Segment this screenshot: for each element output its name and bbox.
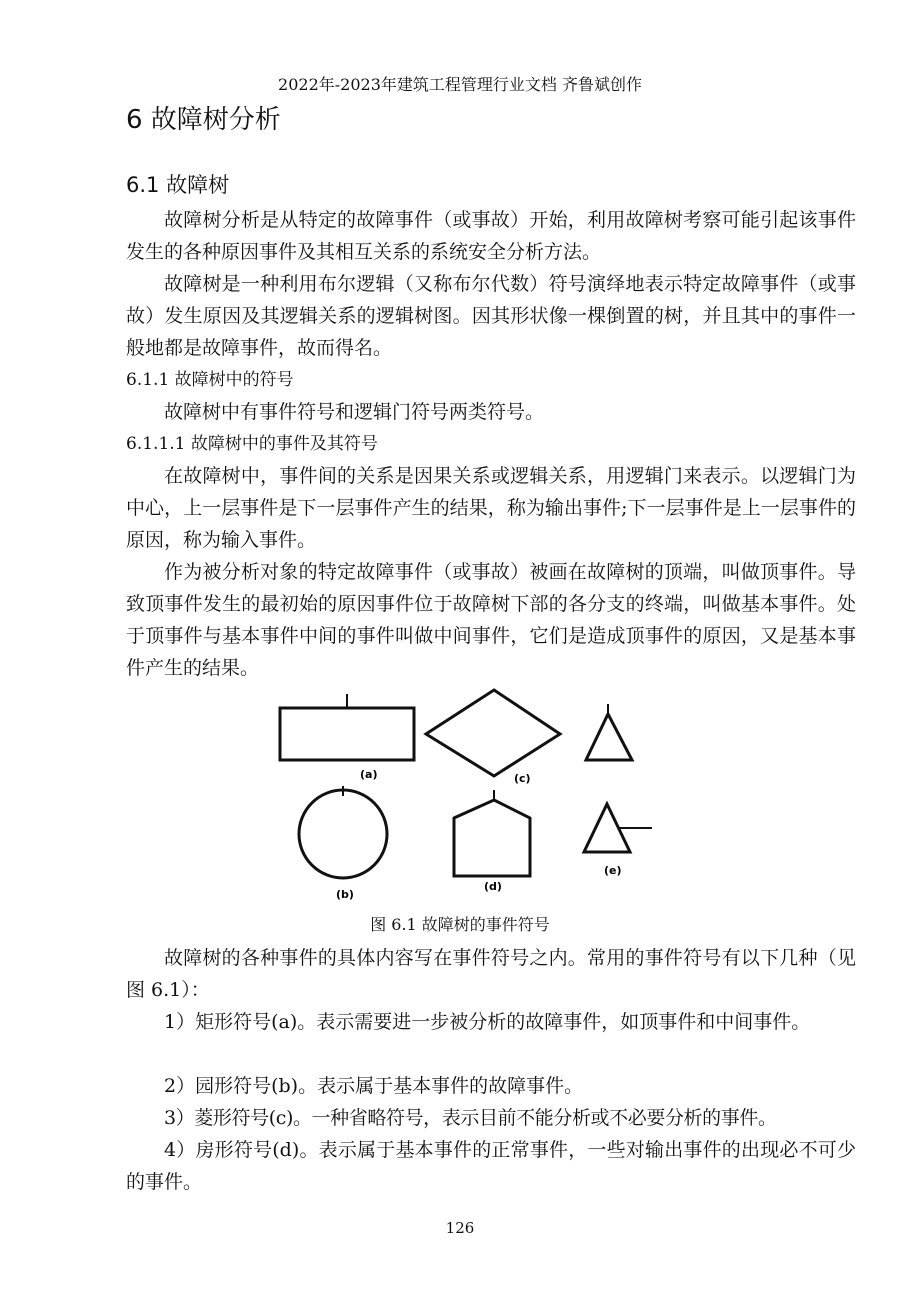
label-e: (e)	[604, 864, 622, 877]
house-symbol	[454, 790, 530, 876]
chapter-title: 6 故障树分析	[126, 105, 281, 135]
page-header: 2022年-2023年建筑工程管理行业文档 齐鲁斌创作	[278, 75, 642, 94]
figure-caption: 图 6.1 故障树的事件符号	[370, 915, 550, 934]
event-symbols-diagram	[270, 686, 670, 900]
page-number: 126	[445, 1219, 475, 1237]
paragraph-circle: 2）园形符号(b)。表示属于基本事件的故障事件。	[164, 1075, 584, 1097]
paragraph-diamond: 3）菱形符号(c)。一种省略符号，表示目前不能分析或不必要分析的事件。	[164, 1107, 777, 1129]
paragraph-intro: 故障树分析是从特定的故障事件（或事故）开始，利用故障树考察可能引起该事件发生的各种原因事件及其相互关系的系统安全分析方法。	[126, 209, 856, 263]
paragraph-symbol-types: 故障树中有事件符号和逻辑门符号两类符号。	[164, 401, 545, 423]
subsection-title-events: 6.1.1.1 故障树中的事件及其符号	[126, 434, 378, 454]
section-title: 6.1 故障树	[126, 173, 230, 197]
label-b: (b)	[336, 888, 354, 900]
triangle-symbol	[586, 704, 632, 760]
transfer-triangle-symbol	[584, 804, 652, 852]
subsection-title-symbols: 6.1.1 故障树中的符号	[126, 370, 294, 390]
label-c: (c)	[514, 772, 531, 785]
paragraph-rectangle: 1）矩形符号(a)。表示需要进一步被分析的故障事件，如顶事件和中间事件。	[164, 1011, 811, 1033]
label-d: (d)	[484, 880, 502, 893]
paragraph-event-contents: 故障树的各种事件的具体内容写在事件符号之内。常用的事件符号有以下几种（见图 6.1）：	[126, 947, 856, 1001]
paragraph-event-relations: 在故障树中，事件间的关系是因果关系或逻辑关系，用逻辑门来表示。以逻辑门为中心，上一层事件是下一层事件产生的结果，称为输出事件;下一层事件是上一层事件的原因，称为输入事件。	[126, 465, 856, 551]
event-symbols-figure	[270, 686, 670, 900]
rectangle-symbol	[280, 694, 414, 760]
label-a: (a)	[360, 768, 378, 781]
paragraph-house: 4）房形符号(d)。表示属于基本事件的正常事件，一些对输出事件的出现必不可少的事件。	[126, 1139, 856, 1193]
paragraph-definition: 故障树是一种利用布尔逻辑（又称布尔代数）符号演绎地表示特定故障事件（或事故）发生原因及其逻辑关系的逻辑树图。因其形状像一棵倒置的树，并且其中的事件一般地都是故障事件，故而得名。	[126, 273, 856, 359]
circle-symbol	[299, 786, 387, 878]
diamond-symbol	[426, 690, 560, 776]
paragraph-top-event: 作为被分析对象的特定故障事件（或事故）被画在故障树的顶端，叫做顶事件。导致顶事件发生的最初始的原因事件位于故障树下部的各分支的终端，叫做基本事件。处于顶事件与基本事件中间的事件叫做中间事件，它们是造成顶事件的原因，又是基本事件产生的结果。	[126, 561, 856, 679]
